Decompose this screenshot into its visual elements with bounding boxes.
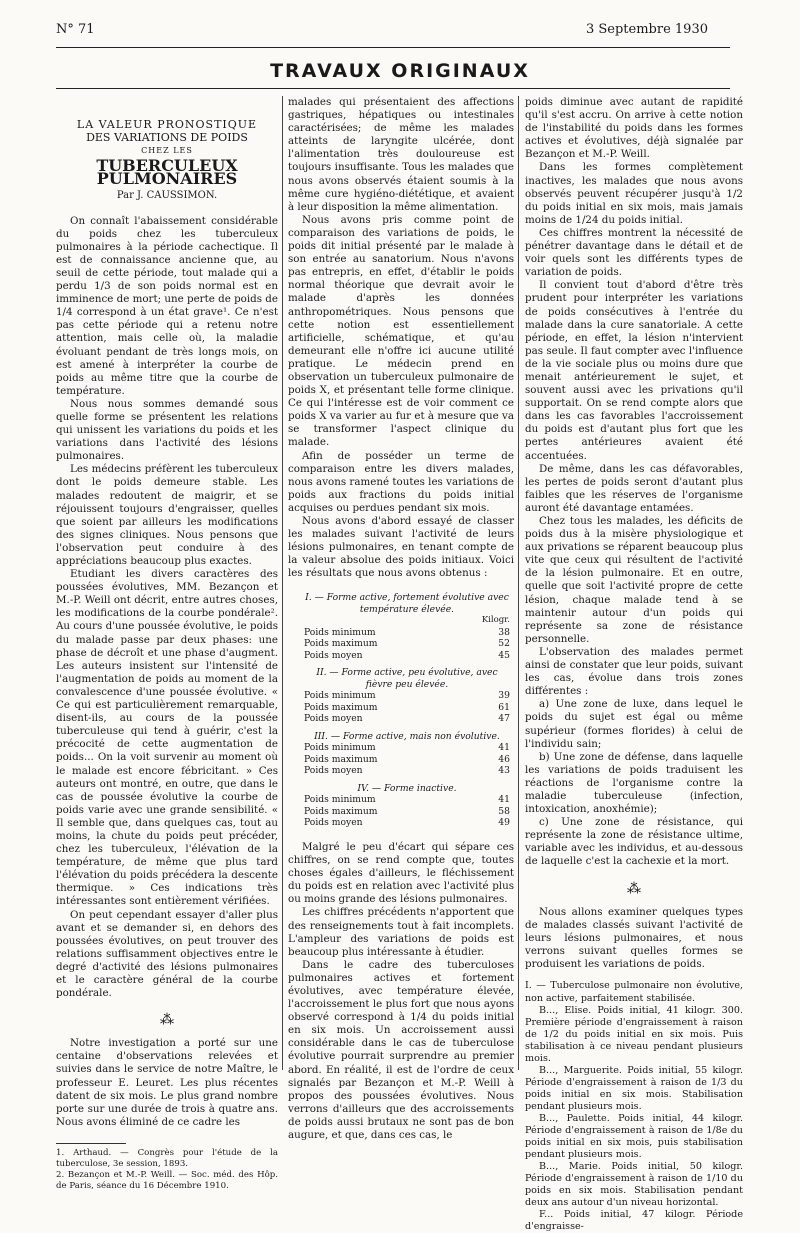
footnote: 1. Arthaud. — Congrès pour l'étude de la tuberculose, 3e session, 1893. [56, 1147, 278, 1169]
column-1 [56, 96, 278, 1192]
column-2 [288, 96, 514, 1142]
row-value: 38 [498, 626, 510, 638]
table-row [304, 690, 510, 702]
paragraph: poids diminue avec autant de rapidité qu'il s'est accru. On arrive à cette notion de l'instabilité du poids dans les formes actives et évolutives, déjà signalée par Bezançon et M.-P. Weill. [525, 96, 743, 161]
table-row [304, 650, 510, 662]
paragraph: Il convient tout d'abord d'être très prudent pour interpréter les variations de poids consécutives à l'entrée du malade dans la cure sanatoriale. A cette période, en effet, la lésion n'intervient pas seule. Il faut compter avec l'influence de la vie sociale plus ou moins dure que menait antérieurement le sujet, et souvent aussi avec les privations qu'il supportait. On se rend compte alors que dans les cas favorables l'accroissement du poids est d'autant plus fort que les pertes antérieures avaient été accentuées. [525, 279, 743, 462]
paragraph: Etudiant les divers caractères des poussées évolutives, MM. Bezançon et M.-P. Weill ont décrit, entre autres choses, les modifications de la courbe pondérale². Au cours d'une poussée évolutive, le poids du malade passe par deux phases: une phase de décroît et une phase d'augment. Les auteurs insistent sur l'intensité de l'augmentation de poids au moment de la convalescence d'une poussée évolutive. « Ce qui est particulièrement remarquable, disent-ils, au cours de la poussée tuberculeuse qui tend à guérir, c'est la précocité de cette augmentation de poids... On la voit survenir au moment où le malade est encore fébricitant. » Ces auteurs ont montré, en outre, que dans le cas de poussée évolutive la courbe de poids varie avec une grande sensibilité. « Il semble que, dans quelques cas, tout au moins, la chute du poids peut précéder, chez les tuberculeux, l'élévation de la température, de même que plus tard l'élévation du poids précédera la descente thermique. » Ces indications très intéressantes sont entièrement vérifiées. [56, 568, 278, 908]
row-value: 46 [498, 753, 510, 765]
issue-date: 3 Septembre 1930 [585, 22, 708, 37]
section-separator: ⁂ [160, 1012, 174, 1029]
paragraph: Dans le cadre des tuberculoses pulmonaires actives et fortement évolutives, avec température élevée, l'accroissement le plus fort que nous ayons observé correspond à 1/4 du poids initial en six mois. Un accroissement aussi considérable dans le cas de tuberculose évolutive pourrait surprendre au premier abord. En réalité, il est de l'ordre de ceux signalés par Bezançon et M.-P. Weill à propos des poussées évolutives. Nous verrons d'ailleurs que des accroissements de poids aussi brutaux ne sont pas de bon augure, et que, dans ces cas, le [288, 958, 514, 1142]
row-label: Poids moyen [304, 765, 363, 777]
paragraph: Notre investigation a porté sur une centaine d'observations relevées et suivies dans le service de notre Maître, le professeur E. Leuret. Les plus récentes datent de six mois. Le plus grand nombre porte sur une durée de trois à quatre ans. Nous avons éliminé de ce cadre les [56, 1037, 278, 1128]
row-label: Poids maximum [304, 753, 378, 765]
row-value: 52 [498, 638, 510, 650]
paragraph: Nous avons pris comme point de comparaison des variations de poids, le poids dit initial présenté par le malade à son entrée au sanatorium. Nous n'avons pas entrepris, en effet, d'établir le poids normal théorique que devrait avoir le malade d'après les données anthropométriques. Nous pensons que cette notion est essentiellement artificielle, schématique, et qu'au demeurant elle n'offre ici aucune utilité pratique. Le médecin prend en observation un tuberculeux pulmonaire de poids X, et présentant telle forme clinique. Ce qui l'intéresse est de voir comment ce poids X va varier au fur et à mesure que va se transformer l'aspect clinique du malade. [288, 213, 514, 449]
column-divider [282, 96, 283, 1070]
row-value: 58 [498, 805, 510, 817]
paragraph: Chez tous les malades, les déficits de poids dus à la misère physiologique et aux privations se réparent beaucoup plus vite que ceux qui résultent de l'activité de la lésion pulmonaire. Et en outre, quelle que soit l'activité propre de cette lésion, chaque malade tend à se maintenir autour d'un poids qui représente sa zone de résistance personnelle. [525, 515, 743, 645]
row-value: 45 [498, 649, 510, 661]
case-heading: I. — Tuberculose pulmonaire non évolutive, non active, parfaitement stabilisée. [525, 980, 743, 1005]
heading-line: CHEZ LES [141, 146, 193, 156]
issue-number: N° 71 [56, 22, 95, 37]
paragraph: Ces chiffres montrent la nécessité de pénétrer davantage dans le détail et de voir quels sont les différents types de variation de poids. [525, 226, 743, 279]
table-group-title: IV. — Forme inactive. [357, 782, 457, 794]
table-unit: Kilogr. [481, 615, 510, 626]
heading-line: DES VARIATIONS DE POIDS [86, 131, 248, 145]
row-label: Poids minimum [304, 690, 376, 702]
paragraph: b) Une zone de défense, dans laquelle les variations de poids traduisent les réactions de l'organisme contre la maladie tuberculeuse (infection, intoxication, anoxhémie); [525, 750, 743, 816]
paragraph: De même, dans les cas défavorables, les pertes de poids seront d'autant plus faibles que les réserves de l'organisme auront été davantage entamées. [525, 462, 743, 514]
paragraph: Afin de posséder un terme de comparaison entre les divers malades, nous avons ramené toutes les variations de poids aux fractions du poids initial acquises ou perdues pendant six mois. [288, 449, 514, 514]
paragraph: Nous nous sommes demandé sous quelle forme se présentent les relations qui unissent les variations du poids et les variations dans l'activité des lésions pulmonaires. [56, 397, 278, 463]
case-entry: B..., Elise. Poids initial, 41 kilogr. 300. Première période d'engraissement à raison de 1/2 du poids initial en six mois. Puis stabilisation à ce niveau pendant plusieurs mois. [525, 1005, 743, 1065]
article-title: TUBERCULEUX PULMONAIRES [96, 156, 238, 189]
paragraph: Les médecins préfèrent les tuberculeux dont le poids demeure stable. Les malades redoutent de maigrir, et se réjouissent toujours d'engraisser, quelles que soient par ailleurs les modifications des signes cliniques. Nous pensons que l'observation peut conduire à des appréciations beaucoup plus exactes. [56, 463, 278, 567]
section-title: TRAVAUX ORIGINAUX [270, 60, 530, 82]
table-row [304, 638, 510, 650]
row-label: Poids minimum [304, 626, 376, 638]
table-row [304, 765, 510, 777]
table-group-title: III. — Forme active, mais non évolutive. [314, 730, 500, 742]
column-divider [518, 96, 519, 1070]
row-value: 43 [498, 765, 510, 777]
row-label: Poids moyen [304, 817, 363, 829]
paragraph: Malgré le peu d'écart qui sépare ces chiffres, on se rend compte que, toutes choses égales d'ailleurs, le fléchissement du poids est en relation avec l'activité plus ou moins grande des lésions pulmonaires. [288, 840, 514, 906]
case-entry: B..., Marie. Poids initial, 50 kilogr. Période d'engraissement à raison de 1/10 du poids en six mois. Stabilisation pendant deux ans autour d'un niveau horizontal. [525, 1161, 743, 1209]
heading-line: LA VALEUR PRONOSTIQUE [76, 118, 258, 131]
table-row [304, 713, 510, 725]
table-group-title: I. — Forme active, fortement évolutive avec température élevée. [305, 592, 509, 615]
row-label: Poids maximum [304, 805, 378, 817]
article-heading [56, 118, 278, 203]
table-row [304, 754, 510, 766]
table-row [304, 742, 510, 754]
paragraph: On peut cependant essayer d'aller plus avant et se demander si, en dehors des poussées évolutives, on peut trouver des relations suffisamment objectives entre le degré d'activité des lésions pulmonaires et le caractère général de la courbe pondérale. [56, 908, 278, 1000]
table-row [304, 806, 510, 818]
row-value: 61 [498, 701, 510, 713]
paragraph: Nous avons d'abord essayé de classer les malades suivant l'activité de leurs lésions pulmonaires, en tenant compte de la valeur absolue des poids initiaux. Voici les résultats que nous avons obtenus : [288, 515, 514, 580]
table-row [304, 627, 510, 639]
case-entry: F... Poids initial, 47 kilogr. Période d'engraisse- [525, 1209, 743, 1233]
top-rule [56, 47, 730, 48]
section-rule [56, 88, 730, 89]
weight-table [304, 592, 510, 829]
footnote-rule [56, 1143, 126, 1144]
table-row [304, 794, 510, 806]
article-author: Par J. CAUSSIMON. [116, 190, 218, 202]
section-separator: ⁂ [627, 880, 641, 897]
row-label: Poids maximum [304, 638, 378, 650]
row-value: 47 [498, 713, 510, 725]
table-row [304, 702, 510, 714]
row-value: 41 [498, 742, 510, 754]
row-value: 39 [498, 690, 510, 702]
table-row [304, 817, 510, 829]
row-value: 49 [498, 817, 510, 829]
row-label: Poids maximum [304, 701, 378, 713]
paragraph: On connaît l'abaissement considérable du poids chez les tuberculeux pulmonaires à la période cachectique. Il est de connaissance ancienne que, au seuil de cette période, tout malade qui a perdu 1/3 de son poids normal est en imminence de mort; une perte de poids de 1/4 correspond à un état grave¹. Ce n'est pas cette période qui a retenu notre attention, mais celle où, la maladie évoluant pendant de très longs mois, on est amené à interpréter la courbe de poids au même titre que la courbe de température. [56, 214, 278, 397]
row-label: Poids minimum [304, 794, 376, 806]
paragraph: Dans les formes complètement inactives, les malades que nous avons observés peuvent récupérer jusqu'à 1/2 du poids initial en six mois, mais jamais moins de 1/24 du poids initial. [525, 161, 743, 226]
row-label: Poids moyen [304, 713, 363, 725]
row-label: Poids moyen [304, 649, 363, 661]
footnote: 2. Bezançon et M.-P. Weill. — Soc. méd. des Hôp. de Paris, séance du 16 Décembre 1910. [56, 1169, 278, 1191]
table-group-title: II. — Forme active, peu évolutive, avec fièvre peu élevée. [316, 667, 498, 690]
paragraph: c) Une zone de résistance, qui représente la zone de résistance ultime, variable avec les individus, et au-dessous de laquelle c'est la cachexie et la mort. [525, 816, 743, 868]
paragraph: Nous allons examiner quelques types de malades classés suivant l'activité de leurs lésions pulmonaires, et nous verrons suivant quelles formes se produisent les variations de poids. [525, 905, 743, 970]
case-entry: B..., Paulette. Poids initial, 44 kilogr. Période d'engraissement à raison de 1/8e du poids initial en six mois, puis stabilisation pendant plusieurs mois. [525, 1113, 743, 1161]
row-value: 41 [498, 794, 510, 806]
paragraph: a) Une zone de luxe, dans lequel le poids du sujet est égal ou même supérieur (formes florides) à celui de l'individu sain; [525, 698, 743, 750]
paragraph: L'observation des malades permet ainsi de constater que leur poids, suivant les cas, évolue dans trois zones différentes : [525, 645, 743, 698]
paragraph: Les chiffres précédents n'apportent que des renseignements tout à fait incomplets. L'ampleur des variations de poids est beaucoup plus intéressante à étudier. [288, 906, 514, 958]
row-label: Poids minimum [304, 742, 376, 754]
paragraph: malades qui présentaient des affections gastriques, hépatiques ou intestinales caractérisées; de même les malades atteints de laryngite ulcérée, dont l'alimentation très douloureuse est toujours insuffisante. Tous les malades que nous avons observés étaient soumis à la même cure hygiéno-diététique, et avaient à leur disposition la même alimentation. [288, 96, 514, 213]
case-entry: B..., Marguerite. Poids initial, 55 kilogr. Période d'engraissement à raison de 1/3 du poids initial en six mois. Stabilisation pendant plusieurs mois. [525, 1065, 743, 1113]
column-3 [525, 96, 743, 1233]
